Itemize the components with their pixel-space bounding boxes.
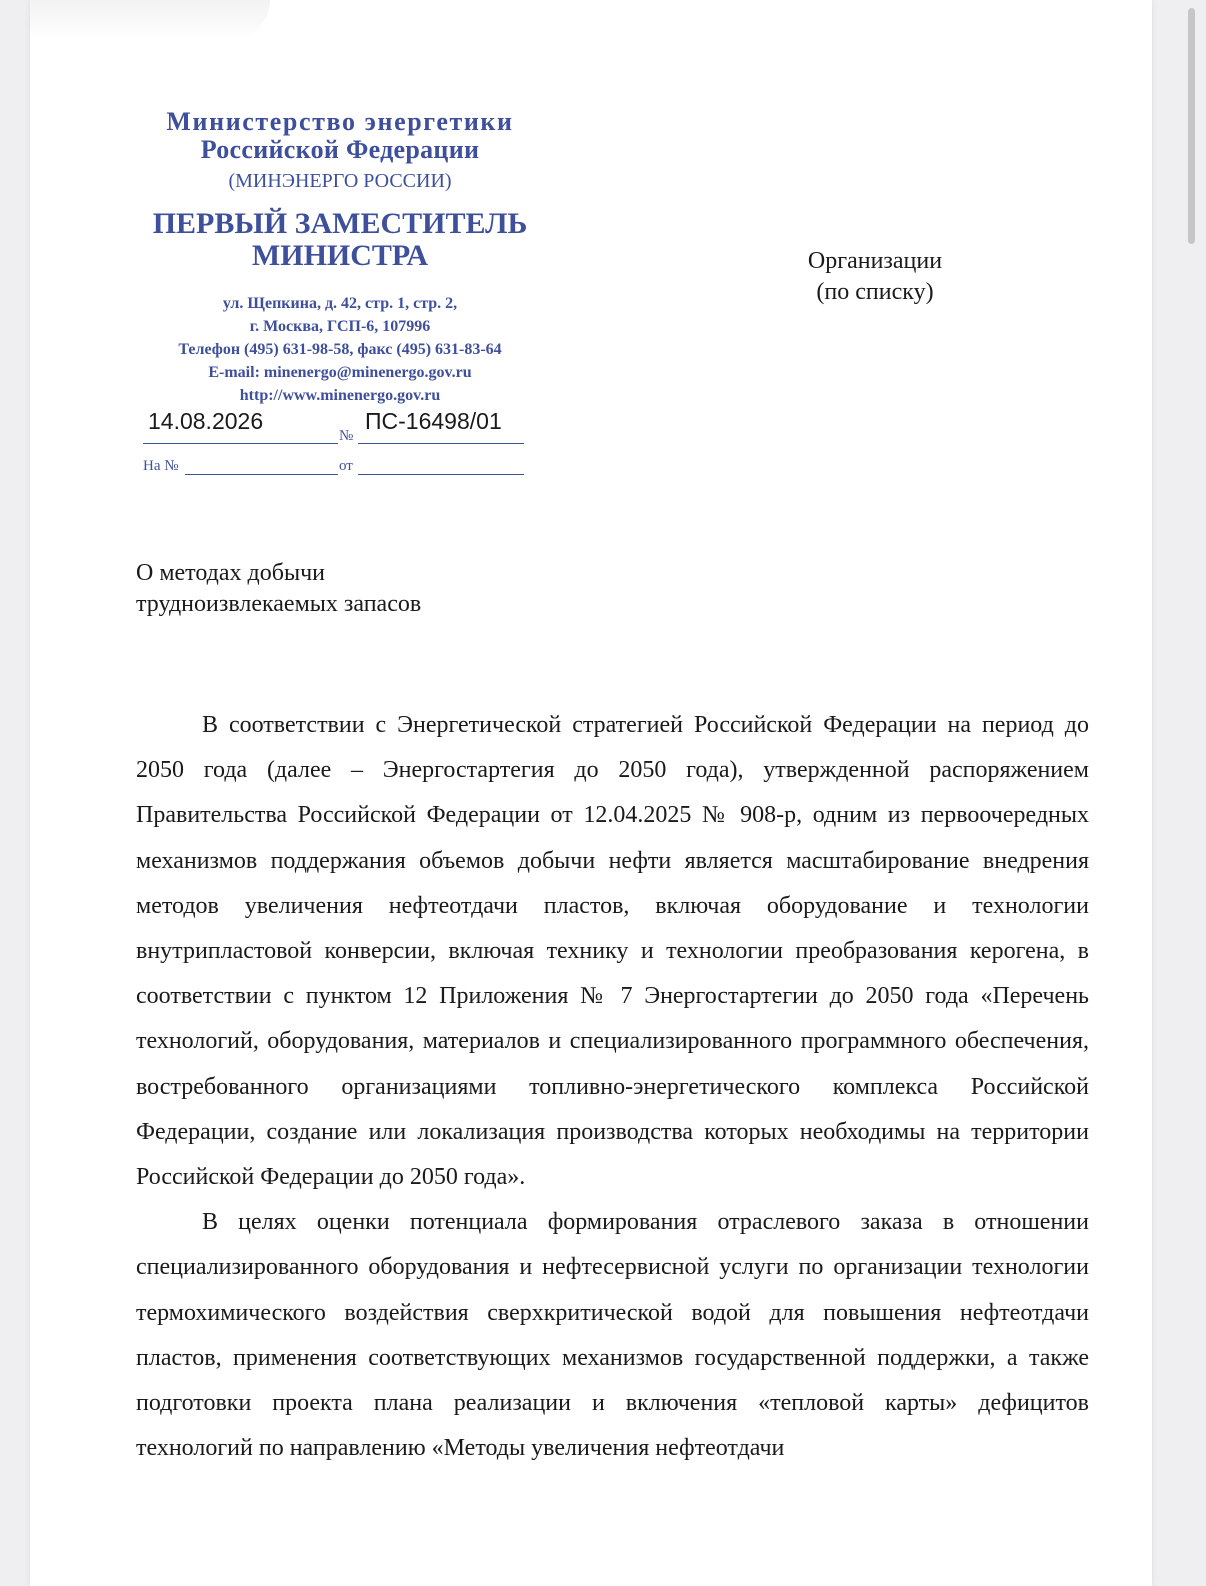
ministry-name-line2: Российской Федерации <box>200 135 480 164</box>
body-paragraph-1: В соответствии с Энергетической стратегией Российской Федерации на период до 2050 года (далее – Энергостартегия до 2050 года), утвержденной распоряжением Правительства Российской Федерации от 12.04.2025 № 908-р, одним из первоочередных механизмов поддержания объемов добычи нефти является масштабирование внедрения методов увеличения нефтеотдачи пластов, включая оборудование и технологии внутрипластовой конверсии, включая технику и технологии преобразования керогена, в соответствии с пунктом 12 Приложения № 7 Энергостартегии до 2050 года «Перечень технологий, оборудования, материалов и специализированного программного обеспечения, востребованного организациями топливно-энергетического комплекса Российской Федерации, создание или локализация производства которых необходимы на территории Российской Федерации до 2050 года». <box>136 712 1089 1191</box>
registration-number: ПС-16498/01 <box>365 408 502 434</box>
phone-fax-line: Телефон (495) 631-98-58, факс (495) 631-83-64 <box>178 341 502 358</box>
position-title-line2: МИНИСТРА <box>251 239 429 272</box>
reply-date-underline <box>358 474 524 475</box>
letter-body <box>136 703 1089 1471</box>
number-sign-label: № <box>339 428 354 444</box>
recipient-line2: (по списку) <box>816 279 934 305</box>
ministry-name-line1: Министерство энергетики <box>166 107 514 136</box>
letterhead <box>120 108 560 407</box>
registration-block <box>143 408 533 474</box>
reply-to-label: На № <box>143 458 179 474</box>
recipient-block <box>760 246 990 308</box>
page-corner-shadow <box>30 0 270 40</box>
address-line1: ул. Щепкина, д. 42, стр. 1, стр. 2, <box>222 295 458 312</box>
reply-number-underline <box>185 474 338 475</box>
email-line: E-mail: minenergo@minenergo.gov.ru <box>208 364 472 381</box>
recipient-line1: Организации <box>807 248 943 274</box>
from-label: от <box>339 458 353 474</box>
registration-date: 14.08.2026 <box>148 408 264 434</box>
body-paragraph-2: В целях оценки потенциала формирования отраслевого заказа в отношении специализированного оборудования и нефтесервисной услуги по организации технологии термохимического воздействия сверхкритической водой для повышения нефтеотдачи пластов, применения соответствующих механизмов государственной поддержки, а также подготовки проекта плана реализации и включения «тепловой карты» дефицитов технологий по направлению «Методы увеличения нефтеотдачи <box>136 1209 1089 1462</box>
subject-block <box>136 558 421 620</box>
address-line2: г. Москва, ГСП-6, 107996 <box>249 318 431 335</box>
contact-block <box>120 292 560 407</box>
vertical-scrollbar[interactable] <box>1188 8 1195 244</box>
ministry-abbreviation: (МИНЭНЕРГО РОССИИ) <box>228 170 452 192</box>
position-title-line1: ПЕРВЫЙ ЗАМЕСТИТЕЛЬ <box>152 207 528 240</box>
date-underline <box>143 443 338 444</box>
number-underline <box>358 443 524 444</box>
subject-line1: О методах добычи <box>136 560 325 586</box>
position-title <box>120 208 560 272</box>
subject-line2: трудноизвлекаемых запасов <box>136 591 422 617</box>
website-line: http://www.minenergo.gov.ru <box>239 387 441 404</box>
